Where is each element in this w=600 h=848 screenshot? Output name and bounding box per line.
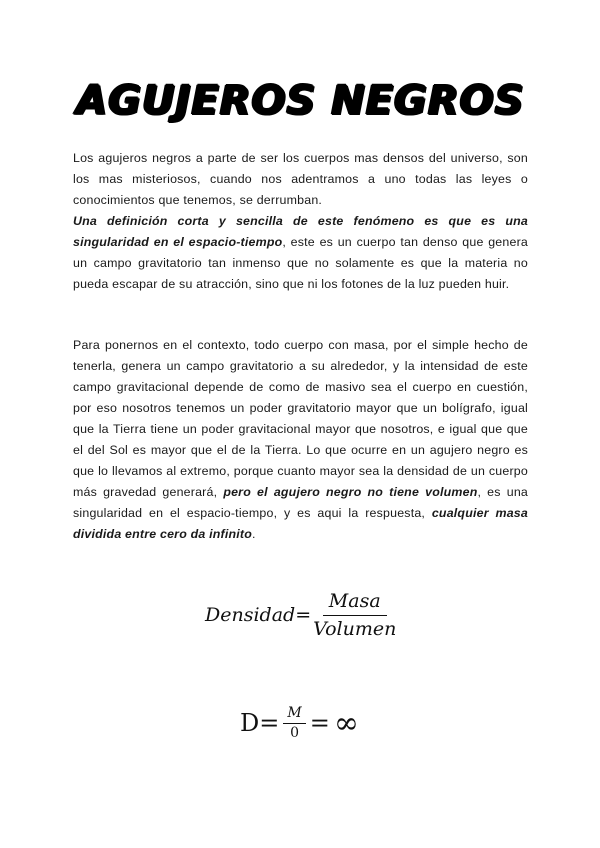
infinity-symbol: ∞: [333, 705, 359, 741]
infinity-highlight: cualquier masa dividida entre cero da infinito: [73, 506, 528, 541]
fraction-numerator: M: [283, 705, 305, 724]
equation-lhs: D=: [240, 709, 280, 737]
paragraph-intro: [73, 148, 528, 295]
infinity-equation: [240, 705, 359, 741]
paragraph-text: Los agujeros negros a parte de ser los cuerpos mas densos del universo, son los mas misteriosos, cuando nos adentramos a uno todas las leyes o conocimientos que tenemos, se derrumban.: [73, 151, 528, 207]
mass-over-zero-fraction: [283, 705, 305, 741]
paragraph-text: , este es un cuerpo tan denso que genera un campo gravitatorio tan inmenso que no solamente es que la materia no pueda escapar de su atracción, sino que ni los fotones de la luz pueden huir.: [73, 235, 528, 291]
equals-sign: =: [309, 709, 330, 737]
equation-lhs: Densidad=: [205, 604, 312, 626]
paragraph-text: , es una singularidad en el espacio-tiempo, y es aqui la respuesta,: [73, 485, 528, 520]
fraction-denominator: 0: [290, 725, 299, 741]
paragraph-text: .: [252, 527, 256, 541]
volume-highlight: pero el agujero negro no tiene volumen: [223, 485, 478, 499]
definition-highlight: Una definición corta y sencilla de este fenómeno es que es una singularidad en el espacio-tiempo: [73, 214, 528, 249]
paragraph-context: [73, 335, 528, 545]
fraction-denominator: Volumen: [313, 618, 397, 640]
fraction-numerator: Masa: [323, 590, 387, 616]
paragraph-text: Para ponernos en el contexto, todo cuerpo con masa, por el simple hecho de tenerla, genera un campo gravitatorio a su alrededor, y la intensidad de este campo gravitacional depende de como de masivo sea el cuerpo en cuestión, por eso nosotros tenemos un poder gravitatorio mayor que un bolígrafo, igual que la Tierra tiene un poder gravitacional mayor que nosotros, e igual que que el del Sol es mayor que el de la Tierra. Lo que ocurre en un agujero negro es que lo llevamos al extremo, porque cuanto mayor sea la densidad de un cuerpo más gravedad generará,: [73, 338, 528, 499]
page-title: AGUJEROS NEGROS: [75, 78, 525, 124]
density-equation: [205, 590, 396, 640]
density-fraction: [313, 590, 396, 640]
